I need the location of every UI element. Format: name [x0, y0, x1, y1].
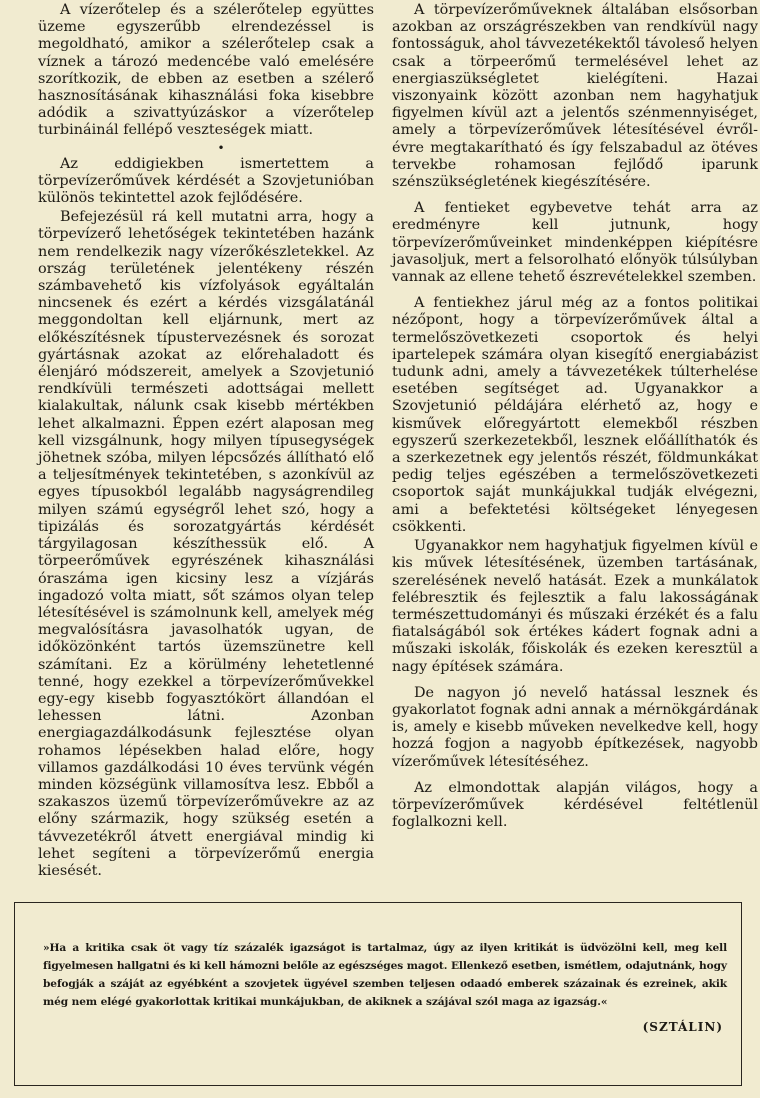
right-paragraph-3: A fentiekhez járul még az a fontos politikai nézőpont, hogy a törpevízerőművek által a termelőszövetkezeti csoportok és helyi ipartelepek számára olyan kisegítő energiabázist tudunk adni, amely a távvezetékek túlterhelése esetében segítséget ad. Ugyanakkor a Szovjetunió példájára elérhető az, hogy e kisművek előregyártott elemekből részben egyszerű szerkezetekből, lesznek előállíthatók és a szerkezetnek egy jelentős részét, földmunkákat pedig teljes egészében a termelőszövetkezeti csoportok saját munkájukkal tudják elvégezni, ami a befektetési költségeket lényegesen csökkenti. — [392, 295, 758, 535]
quote-author: (SZTÁLIN) — [642, 1020, 723, 1034]
left-paragraph-2: Az eddigiekben ismertettem a törpevízerőművek kérdését a Szovjetunióban különös tekintettel azok fejlődésére. — [38, 155, 374, 207]
quote-text: »Ha a kritika csak öt vagy tíz százalék igazságot is tartalmaz, úgy az ilyen kritikát is üdvözölni kell, meg kell figyelmesen hallgatni és ki kell hámozni belőle az egészséges magot. Ellenkező esetben, ismétlem, odajutnánk, hogy befogják a száját az egyébként a szovjetek ügyével szemben teljesen odaadó emberek százainak és ezreinek, akik még nem elégé gyakorlottak kritikai munkájukban, de akiknek a szájával szól maga az igazság.« — [43, 942, 727, 1008]
left-paragraph-1: A vízerőtelep és a szélerőtelep együttes üzeme egyszerűbb elrendezéssel is megoldható, amikor a szélerőtelep csak a víznek a tározó medencébe való emelésére szorítkozik, de ebben az esetben a szélerő hasznosításának kihasználási foka kisebbre adódik a szivattyúzáskor a vízerőtelep turbináinál fellépő veszteségek miatt. — [38, 2, 374, 139]
quote-box — [14, 902, 742, 1086]
right-paragraph-2: A fentieket egybevetve tehát arra az eredményre kell jutnunk, hogy törpevízerőműveinket mindenképpen kiépítésre javasoljuk, mert a felsorolható előnyök túlsúlyban vannak az ellene tehető észrevételekkel szemben. — [392, 200, 758, 286]
right-paragraph-1: A törpevízerőműveknek általában elsősorban azokban az országrészekben van rendkívül nagy fontosságuk, ahol távvezetékektől távoleső helyen csak a törpeerőmű termelésével lehet az energiaszükségletet kielégíteni. Hazai viszonyaink között azonban nem hagyhatjuk figyelmen kívül azt a jelentős szénmennyiséget, amely a törpevízerőművek létesítésével évről-évre megtakarítható és így felszabadul az ötéves tervekbe rohamosan fejlődő iparunk szénszükségletének kiegészítésére. — [392, 2, 758, 191]
right-paragraph-6: Az elmondottak alapján világos, hogy a törpevízerőművek kérdésével feltétlenül foglalkozni kell. — [392, 779, 758, 831]
left-column — [38, 2, 374, 880]
right-paragraph-4: Ugyanakkor nem hagyhatjuk figyelmen kívül e kis művek létesítésének, üzemben tartásának, szerelésének nevelő hatását. Ezek a munkálatok felébresztik és fejlesztik a falu lakosságának természettudományi és műszaki érzékét és a falu fiatalságából sok értékes kádert fognak adni a műszaki iskolák, főiskolák és ezeken keresztül a nagy építések számára. — [392, 538, 758, 675]
section-separator: • — [217, 140, 225, 155]
right-column — [392, 2, 758, 831]
right-paragraph-5: De nagyon jó nevelő hatással lesznek és gyakorlatot fognak adni annak a mérnökgárdának is, amely e kisebb műveken nevelkedve kell, hogy hozzá fogjon a nagyobb építkezések, nagyobb vízerőművek létesítéséhez. — [392, 684, 758, 770]
left-paragraph-3: Befejezésül rá kell mutatni arra, hogy a törpevízerő lehetőségek tekintetében hazánk nem rendelkezik nagy vízerőkészletekkel. Az ország területének jelentékeny részén számbavehető kis vízfolyások egyáltalán nincsenek és ezért a kérdés vizsgálatánál meggondoltan kell eljárnunk, mert az előkészítésnek típustervezésnek és sorozat gyártásnak azokat az előrehaladott és élenjáró módszereit, amelyek a Szovjetunió rendkívüli természeti adottságai mellett kialakultak, nálunk csak kisebb mértékben lehet alkalmazni. Éppen ezért alaposan meg kell vizsgálnunk, hogy milyen típusegységek jöhetnek szóba, milyen lépcsőzés állítható elő a teljesítmények tekintetében, s azonkívül az egyes típusokból legalább nagyságrendileg milyen számú egységről lehet szó, hogy a tipizálás és sorozatgyártás kérdését tárgyilagosan készíthessük elő. A törpeerőművek egyrészének kihasználási óraszáma igen kicsiny lesz a vízjárás ingadozó volta miatt, sőt számos olyan telep létesítésével is számolnunk kell, amelyek még megvalósításra javasolhatók ugyan, de időközönként tartós üzemszünetre kell számítani. Ez a körülmény lehetetlenné tenné, hogy ezekkel a törpevízerőművekkel egy-egy kisebb fogyasztókört állandóan el lehessen látni. Azonban energiagazdálkodásunk fejlesztése olyan rohamos lépésekben halad előre, hogy villamos gazdálkodási 10 éves tervünk végén minden községünk villamosítva lesz. Ebből a szakaszos üzemű törpevízerőművekre az az előny származik, hogy szükség esetén a távvezetékről átvett energiával mindig ki lehet segíteni a törpevízerőmű energia kiesését. — [38, 209, 374, 879]
